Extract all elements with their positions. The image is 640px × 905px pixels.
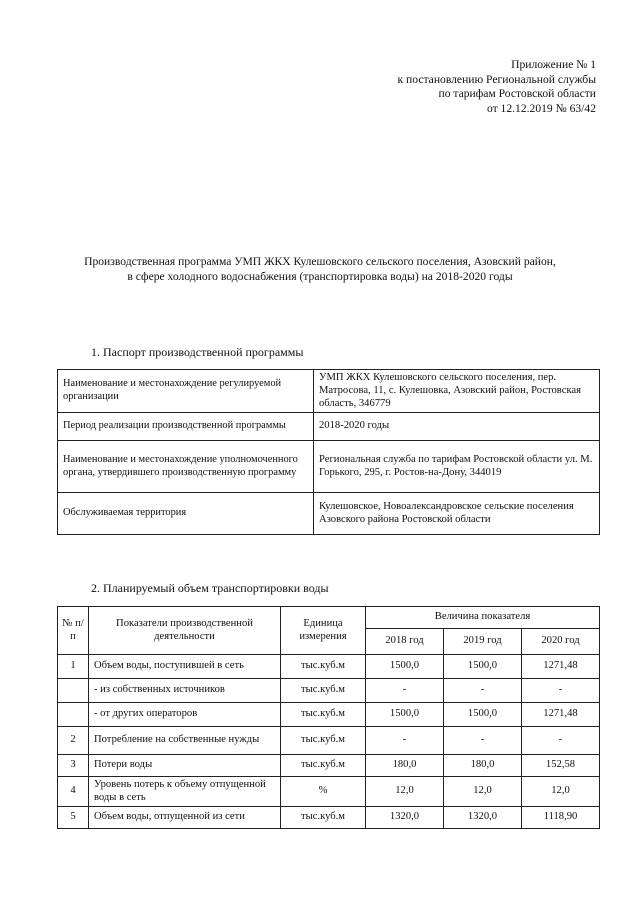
cell-2020: 152,58 [522, 755, 600, 777]
table-row [58, 807, 600, 829]
cell-num [58, 703, 89, 727]
cell-2019: 12,0 [444, 777, 522, 807]
cell-name: Уровень потерь к объему отпущенной воды в сеть [89, 777, 281, 807]
volumes-table [57, 606, 600, 829]
cell-num: 3 [58, 755, 89, 777]
cell-2020: - [522, 679, 600, 703]
col-header-2020: 2020 год [522, 629, 600, 655]
cell-2018: 1500,0 [366, 655, 444, 679]
table-row [58, 679, 600, 703]
cell-name: Объем воды, отпущенной из сети [89, 807, 281, 829]
cell-2018: 12,0 [366, 777, 444, 807]
passport-table [57, 369, 600, 535]
cell-num: 1 [58, 655, 89, 679]
cell-name: - из собственных источников [89, 679, 281, 703]
appendix-line: по тарифам Ростовской области [438, 87, 596, 101]
col-header-2018: 2018 год [366, 629, 444, 655]
cell-2019: 1500,0 [444, 655, 522, 679]
cell-unit: тыс.куб.м [281, 727, 366, 755]
cell-2018: 180,0 [366, 755, 444, 777]
passport-label: Наименование и местонахождение уполномоченного органа, утвердившего производственную программу [58, 441, 314, 493]
cell-unit: % [281, 777, 366, 807]
appendix-line: к постановлению Региональной службы [397, 72, 596, 86]
cell-2019: 1320,0 [444, 807, 522, 829]
title-line: Производственная программа УМП ЖКХ Кулешовского сельского поселения, Азовский район, [84, 255, 556, 268]
cell-2018: - [366, 679, 444, 703]
table-row [58, 370, 600, 413]
table-row [58, 655, 600, 679]
header-row [58, 607, 600, 629]
cell-2019: 1500,0 [444, 703, 522, 727]
cell-2019: - [444, 727, 522, 755]
cell-unit: тыс.куб.м [281, 655, 366, 679]
cell-2018: - [366, 727, 444, 755]
passport-value: УМП ЖКХ Кулешовского сельского поселения, пер. Матросова, 11, с. Кулешовка, Азовский район, Ростовская область, 346779 [314, 370, 600, 413]
cell-2020: 1118,90 [522, 807, 600, 829]
table-row [58, 413, 600, 441]
passport-value: Кулешовское, Новоалександровское сельские поселения Азовского района Ростовской области [314, 493, 600, 535]
table-row [58, 777, 600, 807]
col-header-num: № п/п [58, 607, 89, 655]
table-row [58, 441, 600, 493]
cell-name: - от других операторов [89, 703, 281, 727]
title-line: в сфере холодного водоснабжения (транспортировка воды) на 2018-2020 годы [127, 270, 513, 283]
cell-2020: 12,0 [522, 777, 600, 807]
cell-num: 2 [58, 727, 89, 755]
col-header-indicator: Показатели производственной деятельности [89, 607, 281, 655]
cell-name: Объем воды, поступившей в сеть [89, 655, 281, 679]
passport-label: Период реализации производственной программы [58, 413, 314, 441]
section-2-heading: 2. Планируемый объем транспортировки воды [91, 581, 329, 595]
cell-name: Потребление на собственные нужды [89, 727, 281, 755]
col-header-2019: 2019 год [444, 629, 522, 655]
appendix-line: от 12.12.2019 № 63/42 [486, 101, 596, 115]
passport-label: Обслуживаемая территория [58, 493, 314, 535]
col-header-unit: Единица измерения [281, 607, 366, 655]
section-1-heading: 1. Паспорт производственной программы [91, 345, 304, 359]
passport-value: 2018-2020 годы [314, 413, 600, 441]
cell-unit: тыс.куб.м [281, 703, 366, 727]
cell-2020: - [522, 727, 600, 755]
cell-unit: тыс.куб.м [281, 755, 366, 777]
cell-2018: 1500,0 [366, 703, 444, 727]
cell-num: 4 [58, 777, 89, 807]
table-row [58, 727, 600, 755]
cell-unit: тыс.куб.м [281, 679, 366, 703]
col-header-value: Величина показателя [366, 607, 600, 629]
appendix-header [398, 58, 597, 116]
cell-2019: - [444, 679, 522, 703]
document-title [40, 254, 600, 284]
cell-unit: тыс.куб.м [281, 807, 366, 829]
cell-name: Потери воды [89, 755, 281, 777]
cell-2020: 1271,48 [522, 703, 600, 727]
cell-num: 5 [58, 807, 89, 829]
cell-2018: 1320,0 [366, 807, 444, 829]
passport-label: Наименование и местонахождение регулируемой организации [58, 370, 314, 413]
appendix-line: Приложение № 1 [511, 58, 596, 71]
passport-value: Региональная служба по тарифам Ростовской области ул. М. Горького, 295, г. Ростов-на-Дону, 344019 [314, 441, 600, 493]
cell-2019: 180,0 [444, 755, 522, 777]
cell-num [58, 679, 89, 703]
table-row [58, 755, 600, 777]
table-row [58, 703, 600, 727]
cell-2020: 1271,48 [522, 655, 600, 679]
table-row [58, 493, 600, 535]
